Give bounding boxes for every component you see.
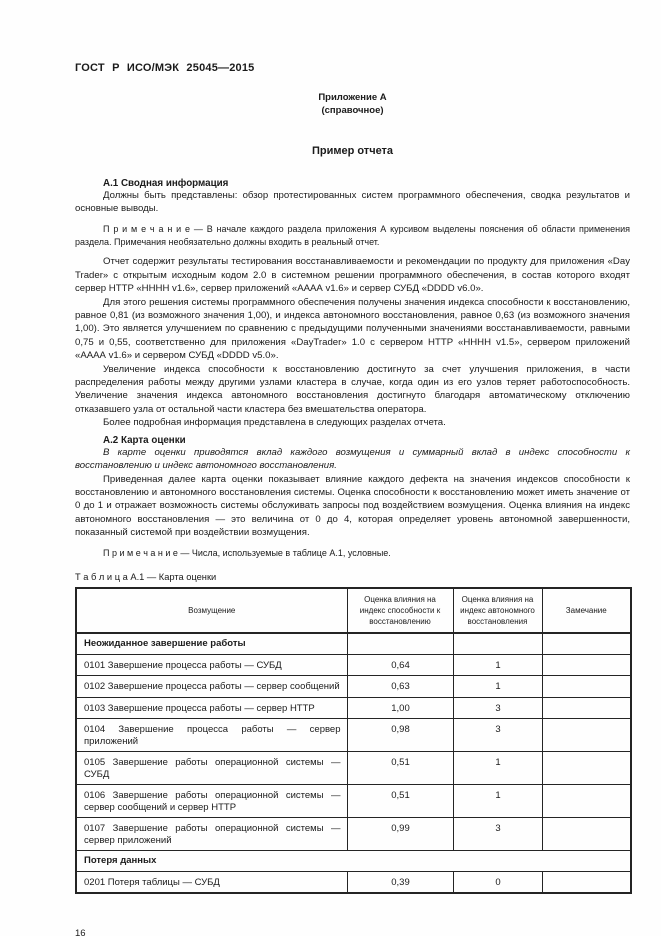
table-header	[76, 588, 631, 633]
recovery-cell: 0,64	[347, 654, 453, 676]
paragraph-a1-indices: Для этого решения системы программного обеспечения получены значения индекса способности к восстановлению, равное 0,81 (из возможного значения 1,00), и индекса автономного восстановления, равное 0,63 (из возможного значения 1,00). Это является улучшением по сравнению с предыдущими полученными значениями восстанавливаемости, равными 0,75 и 0,55, соответственно для приложения «DayTrader» 1.0 с сервером HTTP «НННН v1.5», сервером приложений «АААА v1.6» и сервером СУБД «DDDD v5.0».	[75, 296, 630, 362]
remark-cell	[542, 654, 631, 676]
paragraph-a1-note: П р и м е ч а н и е — В начале каждого раздела приложения А курсивом выделены пояснения об области применения раздела. Примечания необязательно должны входить в реальный отчет.	[75, 223, 630, 247]
section-title-cell: Потеря данных	[76, 851, 631, 872]
disturbance-cell: 0104 Завершение процесса работы — сервер приложений	[76, 719, 347, 752]
remark-cell	[542, 697, 631, 719]
disturbance-cell: 0103 Завершение процесса работы — сервер HTTP	[76, 697, 347, 719]
table-row	[76, 818, 631, 851]
paragraph-a1-intro: Должны быть представлены: обзор протестированных систем программного обеспечения, сводка результатов и основные выводы.	[75, 190, 630, 215]
autonomy-cell: 1	[453, 676, 542, 698]
recovery-cell: 0,99	[347, 818, 453, 851]
col-header-remark: Замечание	[542, 588, 631, 633]
recovery-cell: 1,00	[347, 697, 453, 719]
col-header-autonomy-index: Оценка влияния на индекс автономного восстановления	[453, 588, 542, 633]
paragraph-a1-more: Более подробная информация представлена в следующих разделах отчета.	[103, 417, 446, 429]
table-row	[76, 719, 631, 752]
paragraph-a1-increase: Увеличение индекса способности к восстановлению достигнуто за счет улучшения приложения, в части распределения работы между другими узлами кластера в случае, когда один из его узлов теряет работоспособность. Увеличение значения индекса автономного восстановления достигнуто благодаря автоматическому отключению отказавшего узла от остальной части кластера без вмешательства оператора.	[75, 363, 630, 415]
doc-header: ГОСТ Р ИСО/МЭК 25045—2015	[75, 62, 255, 74]
page-content	[75, 0, 630, 939]
paragraph-a2-note: П р и м е ч а н и е — Числа, используемые в таблице А.1, условные.	[103, 547, 391, 558]
autonomy-cell: 1	[453, 752, 542, 785]
table-row	[76, 785, 631, 818]
recovery-cell: 0,98	[347, 719, 453, 752]
disturbance-cell: 0102 Завершение процесса работы — сервер сообщений	[76, 676, 347, 698]
remark-cell	[542, 752, 631, 785]
disturbance-cell: 0201 Потеря таблицы — СУБД	[76, 871, 347, 893]
table-section-row	[76, 851, 631, 872]
autonomy-cell: 3	[453, 719, 542, 752]
col-header-recovery-index: Оценка влияния на индекс способности к восстановлению	[347, 588, 453, 633]
autonomy-cell: 1	[453, 785, 542, 818]
disturbance-cell: 0107 Завершение работы операционной системы — сервер приложений	[76, 818, 347, 851]
remark-cell	[542, 719, 631, 752]
disturbance-cell: 0106 Завершение работы операционной системы — сервер сообщений и сервер HTTP	[76, 785, 347, 818]
recovery-cell: 0,51	[347, 752, 453, 785]
col-header-disturbance: Возмущение	[76, 588, 347, 633]
table-cell-empty	[453, 633, 542, 654]
assessment-map-table	[75, 587, 632, 894]
recovery-cell: 0,51	[347, 785, 453, 818]
table-cell-empty	[542, 633, 631, 654]
report-title: Пример отчета	[311, 145, 394, 157]
table-row	[76, 697, 631, 719]
disturbance-cell: 0105 Завершение работы операционной системы — СУБД	[76, 752, 347, 785]
table-row	[76, 654, 631, 676]
section-a2-heading: А.2 Карта оценки	[103, 434, 186, 446]
recovery-cell: 0,39	[347, 871, 453, 893]
autonomy-cell: 1	[453, 654, 542, 676]
section-title-cell: Неожиданное завершение работы	[76, 633, 347, 654]
autonomy-cell: 3	[453, 818, 542, 851]
table-row	[76, 752, 631, 785]
remark-cell	[542, 871, 631, 893]
autonomy-cell: 3	[453, 697, 542, 719]
table-row	[76, 871, 631, 893]
recovery-cell: 0,63	[347, 676, 453, 698]
table-header-row	[76, 588, 631, 633]
table-body	[76, 633, 631, 893]
appendix-kind: (справочное)	[321, 105, 384, 116]
appendix-block	[75, 91, 630, 117]
paragraph-a2-desc: Приведенная далее карта оценки показывает влияние каждого дефекта на значения индексов способности к восстановлению и автономного восстановления системы. Оценка способности к восстановлению может иметь значение от 0 до 1 и отражает возможность системы обслуживать запросы под воздействием возмущения. Оценка влияния на индекс автономного восстановления — это величина от 0 до 4, которая определяет уровень автономной завершенности, показанный системой при воздействии возмущения.	[75, 473, 630, 539]
page-number: 16	[75, 928, 86, 939]
remark-cell	[542, 785, 631, 818]
table-section-row	[76, 633, 631, 654]
table-cell-empty	[347, 633, 453, 654]
paragraph-a1-report: Отчет содержит результаты тестирования восстанавливаемости и рекомендации по продукту для приложения «Day Trader» с открытым исходным кодом 2.0 в системном решении программного обеспечения, в состав которого входят сервер HTTP «НННН v1.6», сервер приложений «АААА v1.6» и сервер СУБД «DDDD v6.0».	[75, 256, 630, 295]
remark-cell	[542, 818, 631, 851]
section-a1-heading: А.1 Сводная информация	[103, 178, 229, 189]
appendix-label: Приложение А	[318, 92, 387, 103]
table-row	[76, 676, 631, 698]
remark-cell	[542, 676, 631, 698]
autonomy-cell: 0	[453, 871, 542, 893]
table-caption: Т а б л и ц а А.1 — Карта оценки	[75, 572, 217, 583]
disturbance-cell: 0101 Завершение процесса работы — СУБД	[76, 654, 347, 676]
paragraph-a2-italic: В карте оценки приводятся вклад каждого возмущения и суммарный вклад в индекс способности к восстановлению и индекс автономного восстановления.	[75, 446, 630, 472]
